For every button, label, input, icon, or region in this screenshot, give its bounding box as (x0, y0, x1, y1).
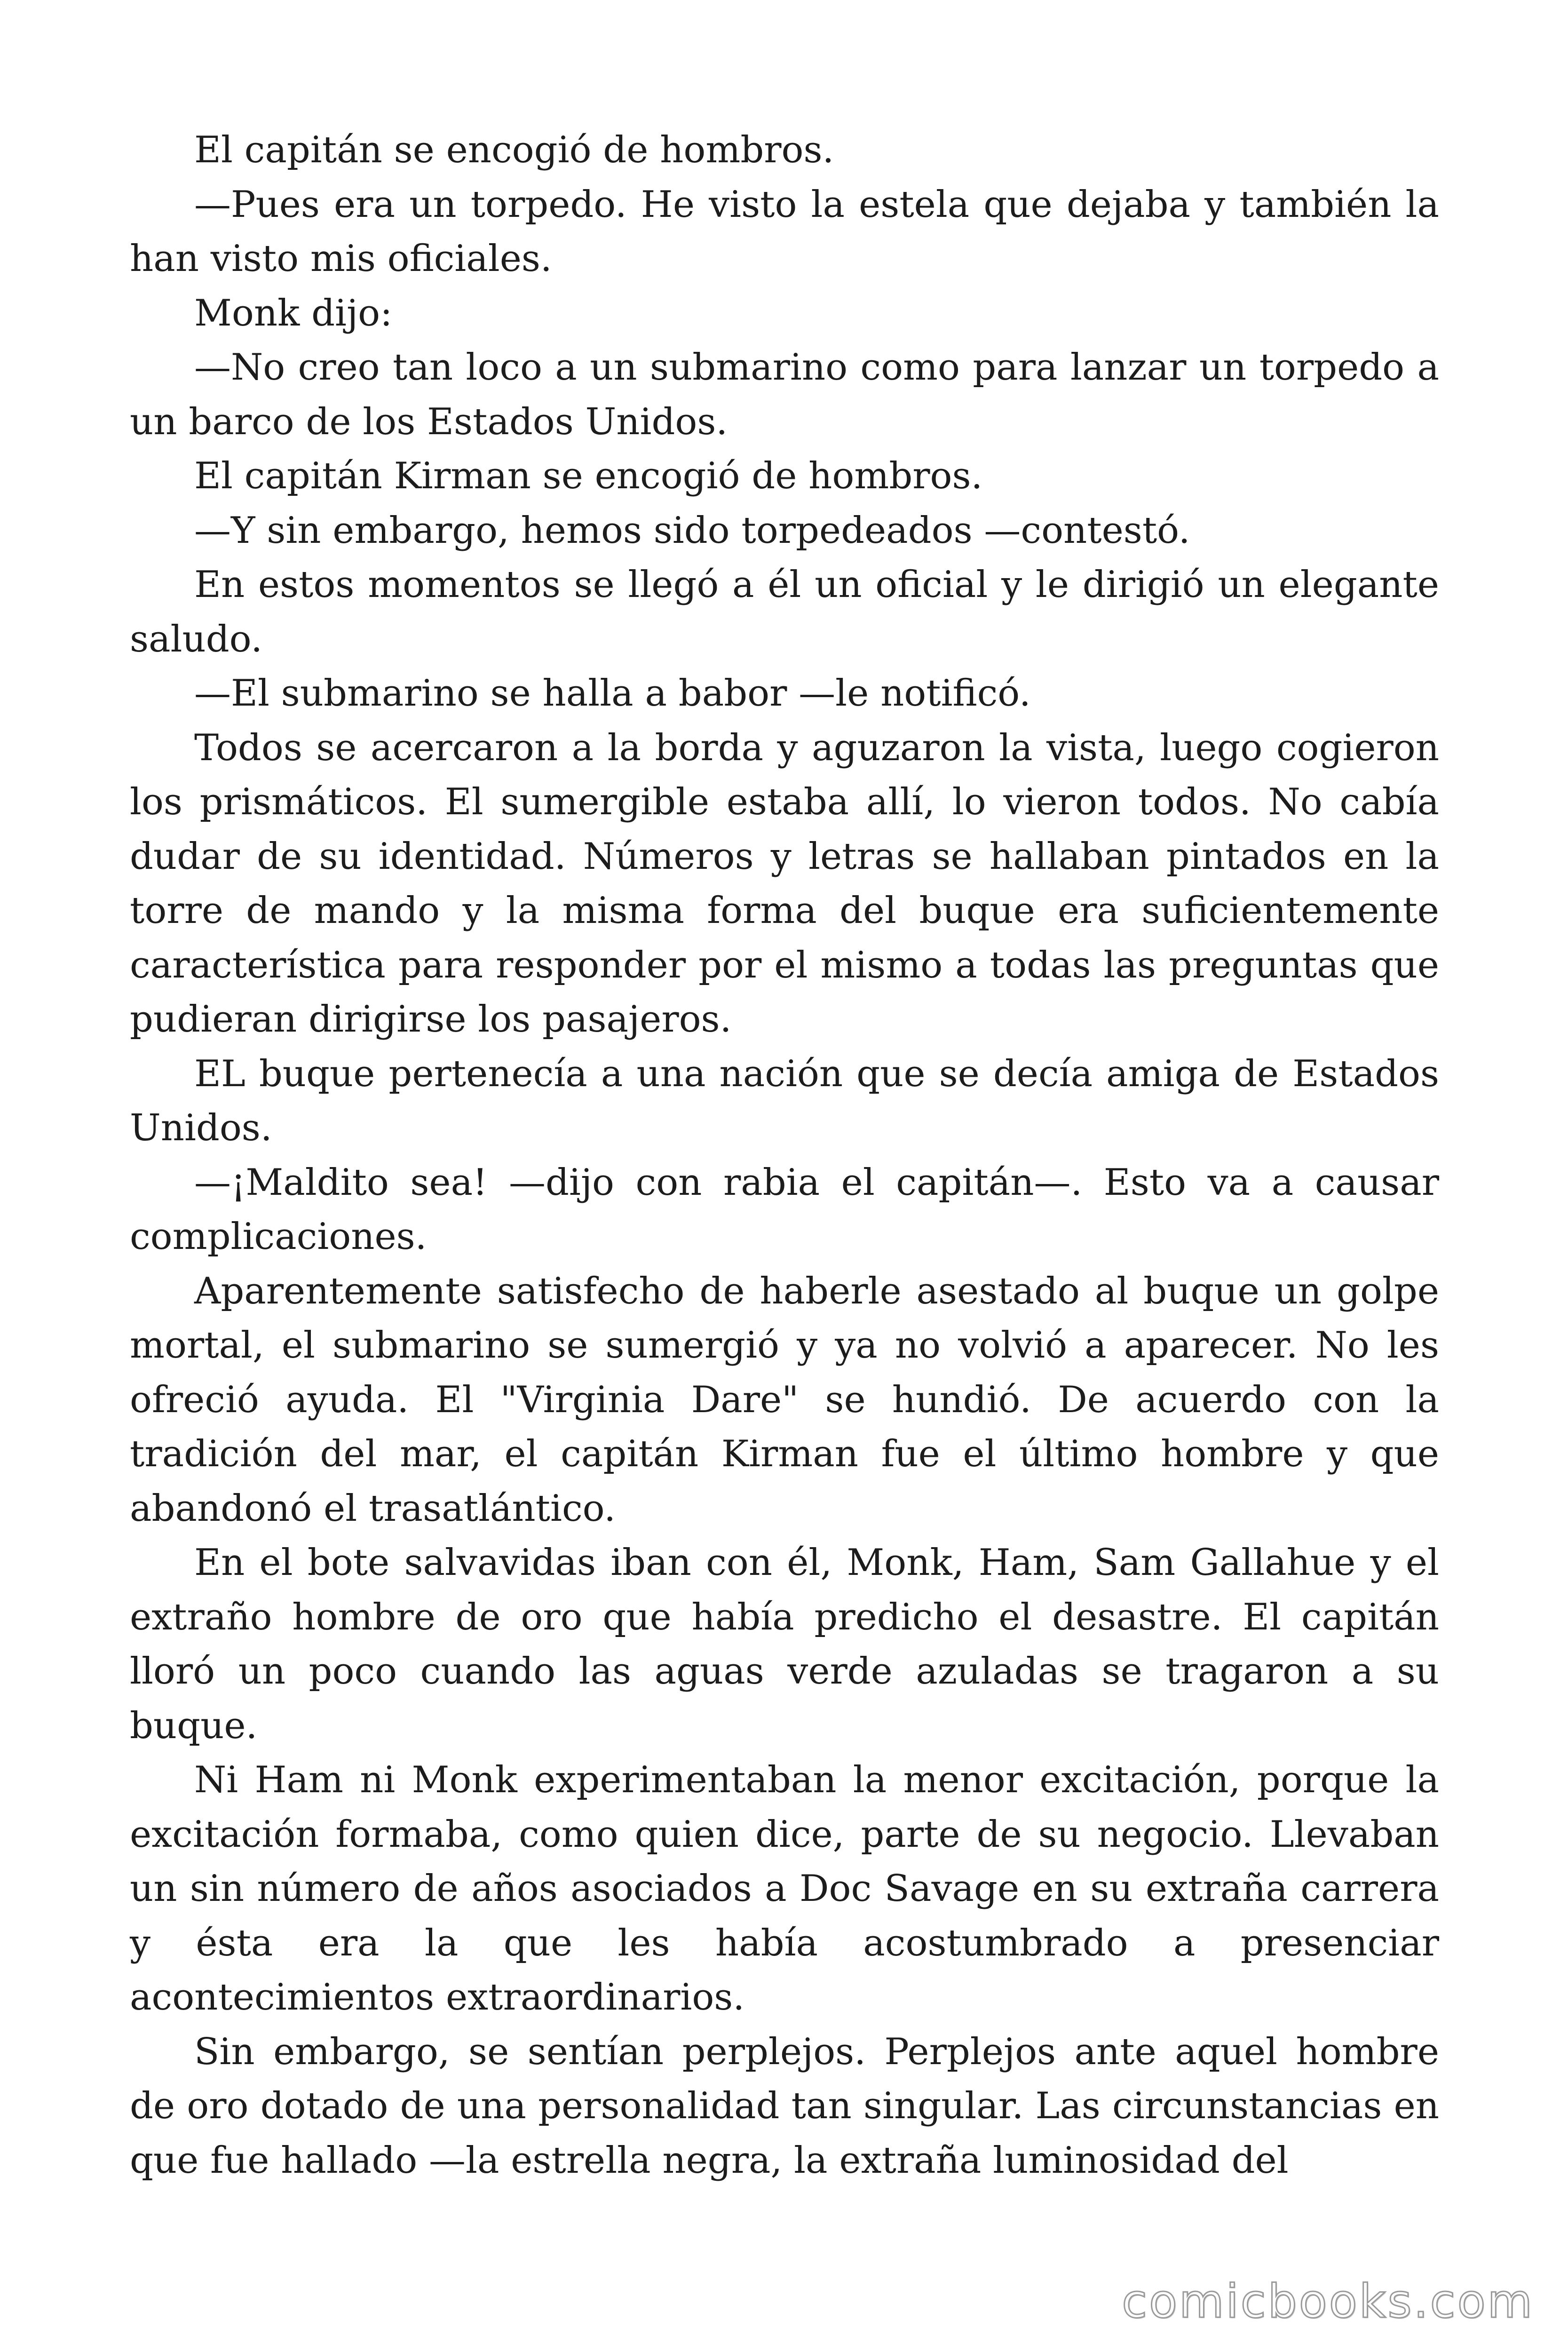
paragraph: EL buque pertenecía a una nación que se decía amiga de Estados Unidos. (130, 1052, 1439, 1149)
paragraph: El capitán se encogió de hombros. (194, 129, 834, 171)
paragraph: Todos se acercaron a la borda y aguzaron la vista, luego cogieron los prismáticos. El sumergible estaba allí, lo vieron todos. No cabía dudar de su identidad. Números y letras se hallaban pintados en la torre de mando y la misma forma del buque era suficientemente característica para responder por el mismo a todas las preguntas que pudieran dirigirse los pasajeros. (130, 726, 1439, 1041)
paragraph: En estos momentos se llegó a él un oficial y le dirigió un elegante saludo. (130, 564, 1439, 660)
paragraph: El capitán Kirman se encogió de hombros. (194, 455, 983, 497)
paragraph: Aparentemente satisfecho de haberle asestado al buque un golpe mortal, el submarino se sumergió y ya no volvió a aparecer. No les ofreció ayuda. El "Virginia Dare" se hundió. De acuerdo con la tradición del mar, el capitán Kirman fue el último hombre y que abandonó el trasatlántico. (130, 1270, 1439, 1530)
paragraph: —Pues era un torpedo. He visto la estela que dejaba y también la han visto mis oficiales. (130, 183, 1439, 280)
paragraph: —No creo tan loco a un submarino como para lanzar un torpedo a un barco de los Estados Unidos. (130, 346, 1439, 443)
page-text (130, 123, 1439, 2188)
watermark: comicbooks.com (1122, 2275, 1534, 2328)
paragraph: —¡Maldito sea! —dijo con rabia el capitán—. Esto va a causar complicaciones. (130, 1161, 1439, 1258)
paragraph: Sin embargo, se sentían perplejos. Perplejos ante aquel hombre de oro dotado de una personalidad tan singular. Las circunstancias en que fue hallado —la estrella negra, la extraña luminosidad del (130, 2030, 1439, 2182)
paragraph: —El submarino se halla a babor —le notificó. (194, 672, 1031, 715)
paragraph: Monk dijo: (194, 292, 393, 334)
paragraph: Ni Ham ni Monk experimentaban la menor excitación, porque la excitación formaba, como quien dice, parte de su negocio. Llevaban un sin número de años asociados a Doc Savage en su extraña carrera y ésta era la que les había acostumbrado a presenciar acontecimientos extraordinarios. (130, 1759, 1439, 2018)
paragraph: En el bote salvavidas iban con él, Monk, Ham, Sam Gallahue y el extraño hombre de oro que había predicho el desastre. El capitán lloró un poco cuando las aguas verde azuladas se tragaron a su buque. (130, 1542, 1439, 1747)
paragraph: —Y sin embargo, hemos sido torpedeados —contestó. (194, 509, 1190, 552)
